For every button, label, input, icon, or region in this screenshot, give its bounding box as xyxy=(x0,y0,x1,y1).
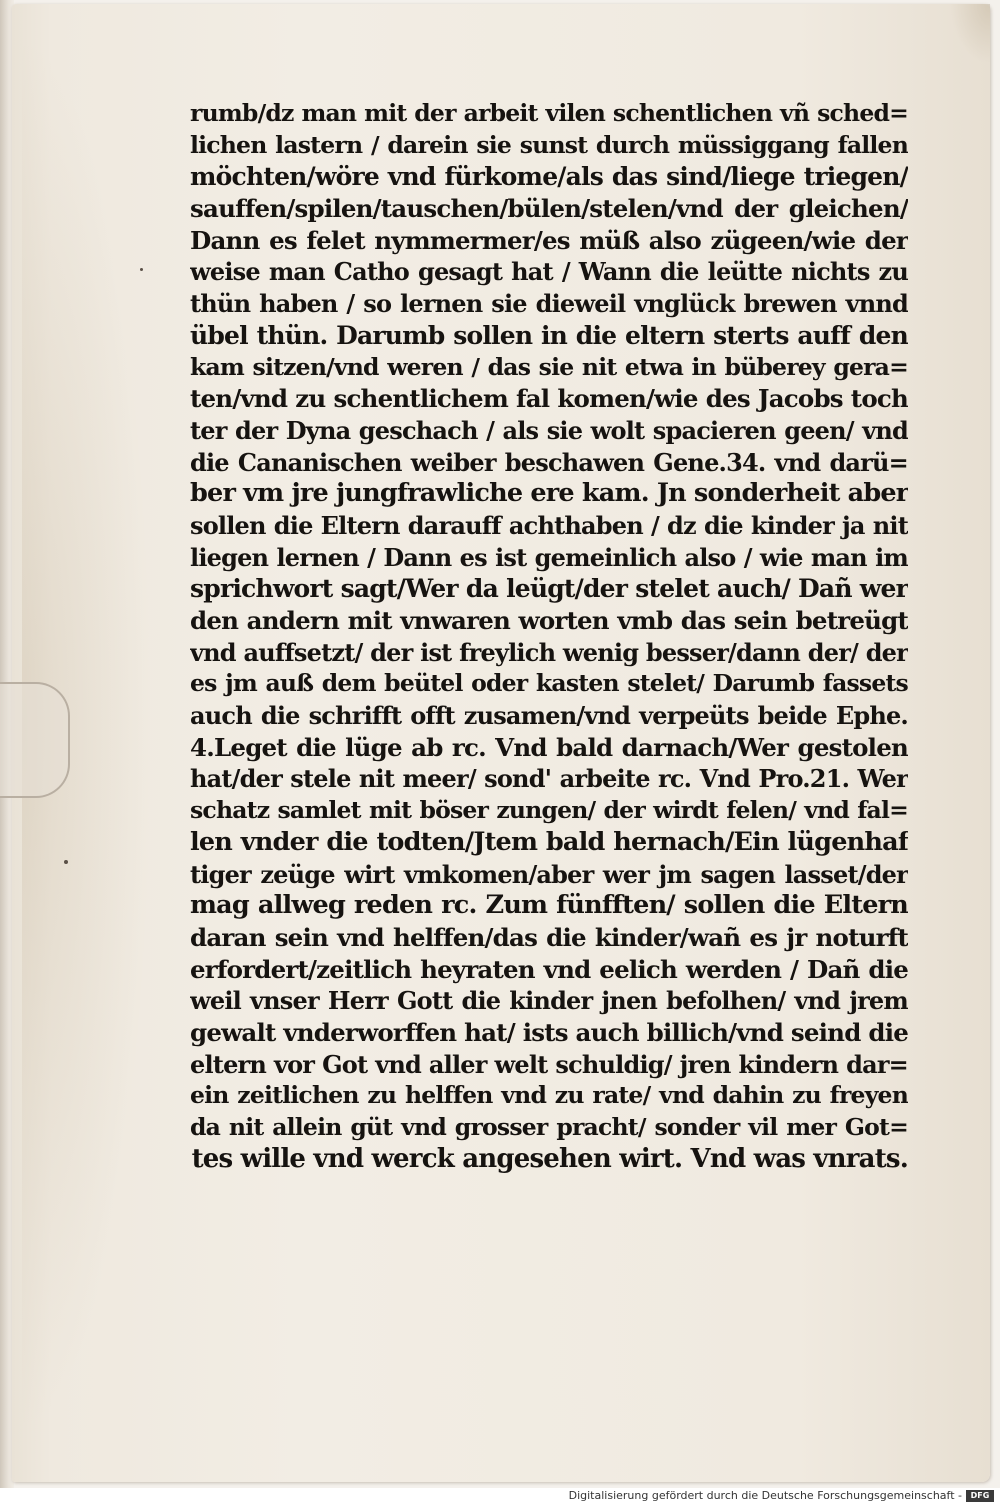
ink-speck xyxy=(64,860,68,864)
text-line: auch die schrifft offt zusamen/vnd verpeüts beide Ephe. xyxy=(190,701,908,731)
text-line: weil vnser Herr Gott die kinder jnen befolhen/ vnd jrem xyxy=(190,986,908,1016)
text-line: mag allweg reden rc. Zum fünfften/ sollen die Eltern xyxy=(190,890,908,921)
text-line: hat/der stele nit meer/ sond' arbeite rc. Vnd Pro.21. Wer xyxy=(190,764,908,794)
text-line: gewalt vnderworffen hat/ ists auch billich/vnd seind die xyxy=(190,1017,908,1047)
text-line: tes wille vnd werck angesehen wirt. Vnd was vnrats. xyxy=(191,1143,908,1174)
text-line: Dann es felet nymmermer/es müß also zügeen/wie der xyxy=(190,225,908,255)
text-line: da nit allein güt vnd grosser pracht/ sonder vil mer Got= xyxy=(190,1113,908,1141)
text-line: thün haben / so lernen sie dieweil vnglück brewen vnnd xyxy=(190,289,908,319)
text-line: sauffen/spilen/tauschen/bülen/stelen/vnd der gleichen/ xyxy=(190,194,908,224)
text-line: 4.Leget die lüge ab rc. Vnd bald darnach/Wer gestolen xyxy=(190,732,908,762)
ink-speck xyxy=(140,268,143,271)
text-line: lichen lastern / darein sie sunst durch müssiggang fallen xyxy=(190,130,908,159)
text-line: vnd auffsetzt/ der ist freylich wenig besser/dann der/ der xyxy=(190,637,908,667)
digitization-credit: Digitalisierung gefördert durch die Deutsche Forschungsgemeinschaft - xyxy=(568,1489,962,1502)
text-line: übel thün. Darumb sollen in die eltern sterts auff den xyxy=(190,320,908,350)
page-tab-marker xyxy=(0,682,70,798)
text-line: len vnder die todten/Jtem bald hernach/Ein lügenhaf xyxy=(190,826,908,857)
dfg-logo: DFG xyxy=(966,1490,994,1502)
text-line: daran sein vnd helffen/das die kinder/wañ es jr noturft xyxy=(190,922,908,952)
text-line: ten/vnd zu schentlichem fal komen/wie des Jacobs toch xyxy=(190,384,908,414)
text-line: die Cananischen weiber beschawen Gene.34. vnd darü= xyxy=(190,447,908,477)
text-line: ber vm jre jungfrawliche ere kam. Jn sonderheit aber xyxy=(190,478,908,509)
text-line: weise man Catho gesagt hat / Wann die leütte nichts zu xyxy=(190,257,908,287)
text-line: den andern mit vnwaren worten vmb das sein betreügt xyxy=(190,606,908,635)
text-line: kam sitzen/vnd weren / das sie nit etwa in büberey gera= xyxy=(190,352,908,381)
text-line: möchten/wöre vnd fürkome/als das sind/liege triegen/ xyxy=(190,162,908,192)
text-line: tiger zeüge wirt vmkomen/aber wer jm sagen lasset/der xyxy=(190,859,908,889)
text-line: eltern vor Got vnd aller welt schuldig/ jren kindern dar= xyxy=(190,1049,908,1079)
text-line: sprichwort sagt/Wer da leügt/der stelet auch/ Dañ wer xyxy=(190,574,908,604)
text-line: es jm auß dem beütel oder kasten stelet/ Darumb fassets xyxy=(190,669,908,698)
text-line: sollen die Eltern darauff achthaben / dz die kinder ja nit xyxy=(190,510,908,540)
blackletter-text-block xyxy=(190,98,908,1175)
text-line: ter der Dyna geschach / als sie wolt spacieren geen/ vnd xyxy=(190,415,908,445)
text-line: rumb/dz man mit der arbeit vilen schentlichen vñ sched= xyxy=(190,99,908,127)
text-line: ein zeitlichen zu helffen vnd zu rate/ vnd dahin zu freyen xyxy=(190,1081,908,1110)
text-line: liegen lernen / Dann es ist gemeinlich also / wie man im xyxy=(190,542,908,572)
page-corner-shadow xyxy=(950,4,990,64)
text-line: schatz samlet mit böser zungen/ der wirdt felen/ vnd fal= xyxy=(190,796,908,825)
text-line: erfordert/zeitlich heyraten vnd eelich werden / Dañ die xyxy=(190,954,908,984)
